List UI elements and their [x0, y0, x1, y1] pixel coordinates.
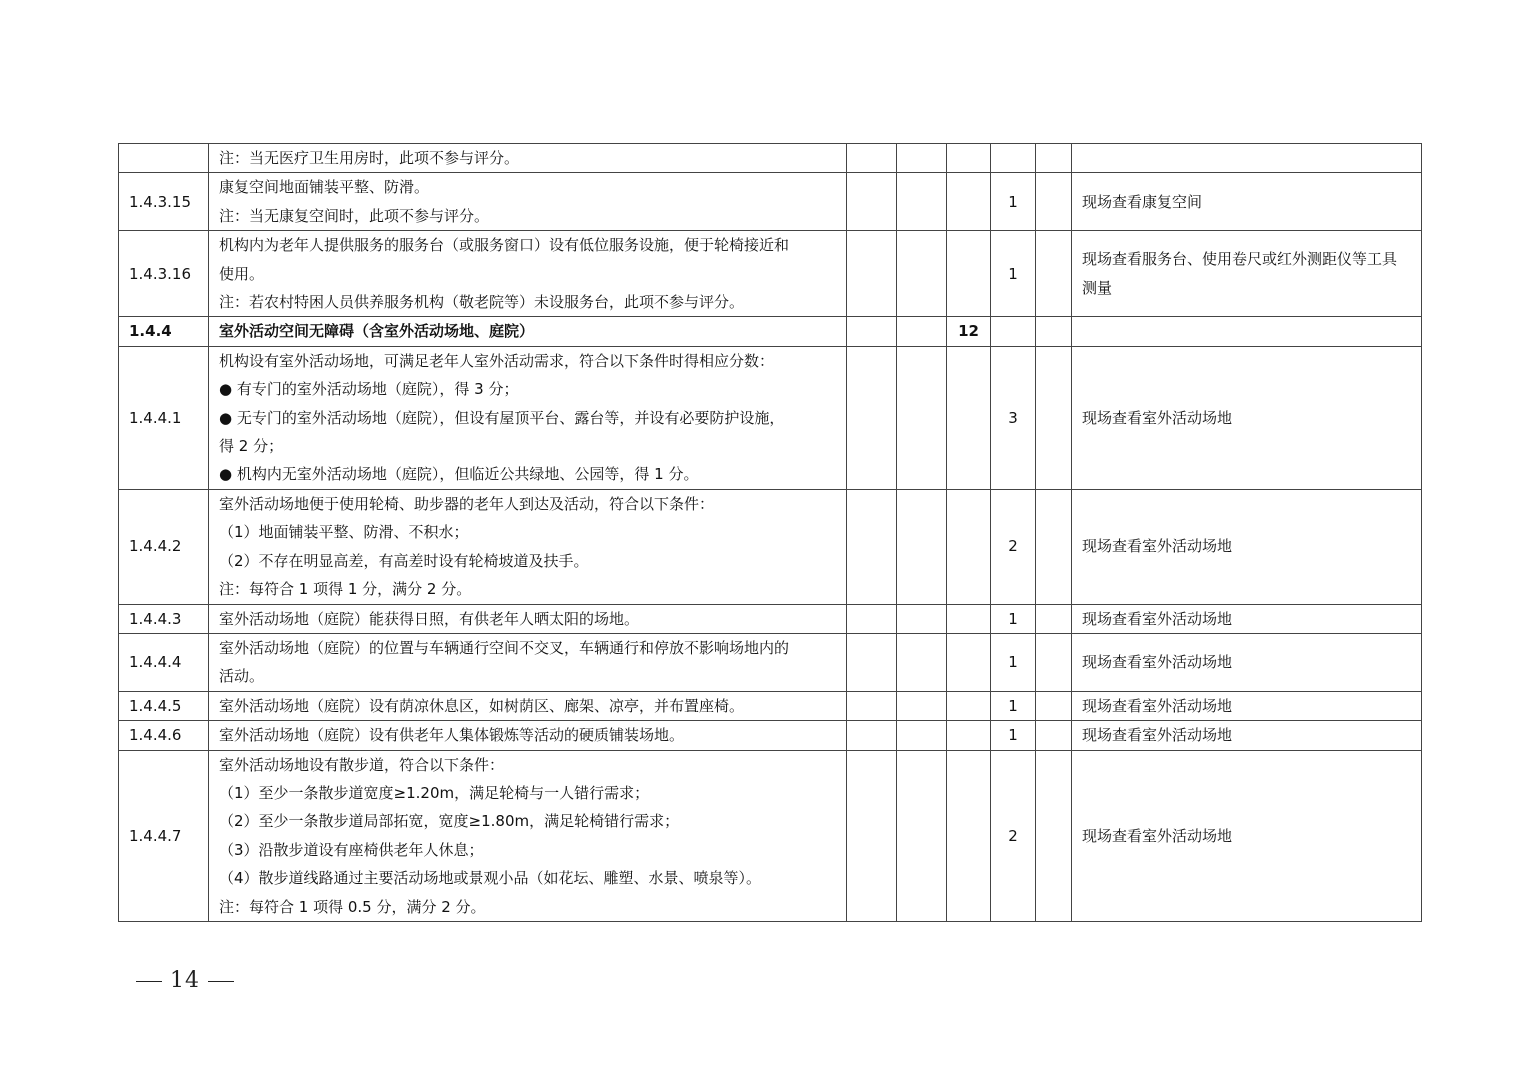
score-cell: 1	[991, 721, 1036, 750]
description-line: 活动。	[219, 667, 265, 686]
score-cell: 1	[991, 173, 1036, 231]
description-line: 室外活动空间无障碍（含室外活动场地、庭院）	[219, 322, 535, 341]
section-total-cell	[947, 721, 991, 750]
description-line: 室外活动场地设有散步道，符合以下条件：	[219, 755, 505, 774]
blank-column-2-cell	[897, 633, 947, 691]
blank-column-1-cell	[847, 144, 897, 173]
evaluation-method-cell: 现场查看室外活动场地	[1072, 750, 1422, 921]
blank-column-5-cell	[1036, 346, 1072, 489]
blank-column-5-cell	[1036, 633, 1072, 691]
description-line: 注：当无医疗卫生用房时，此项不参与评分。	[219, 149, 520, 167]
description-line: 室外活动场地（庭院）设有供老年人集体锻炼等活动的硬质铺装场地。	[219, 726, 685, 745]
blank-column-5-cell	[1036, 750, 1072, 921]
score-cell	[991, 144, 1036, 173]
evaluation-method-cell	[1072, 317, 1422, 346]
blank-column-5-cell	[1036, 317, 1072, 346]
blank-column-5-cell	[1036, 173, 1072, 231]
table-row	[119, 633, 1422, 691]
item-code-cell: 1.4.4.2	[119, 489, 209, 604]
item-code-cell: 1.4.4.7	[119, 750, 209, 921]
score-cell: 1	[991, 633, 1036, 691]
score-cell: 2	[991, 489, 1036, 604]
table-row	[119, 173, 1422, 231]
description-line: ● 机构内无室外活动场地（庭院），但临近公共绿地、公园等，得 1 分。	[219, 465, 699, 484]
item-code-cell: 1.4.4.5	[119, 691, 209, 720]
description-line: 注：当无康复空间时，此项不参与评分。	[219, 206, 490, 225]
table-row	[119, 144, 1422, 173]
table-row	[119, 489, 1422, 604]
description-line: （2）至少一条散步道局部拓宽，宽度≥1.80m，满足轮椅错行需求；	[219, 812, 680, 831]
description-line: 机构内为老年人提供服务的服务台（或服务窗口）设有低位服务设施，便于轮椅接近和	[219, 236, 790, 255]
description-line: 注：每符合 1 项得 1 分，满分 2 分。	[219, 580, 472, 599]
footer-dash-left	[136, 981, 162, 982]
description-line: 康复空间地面铺装平整、防滑。	[219, 178, 430, 197]
table-row	[119, 231, 1422, 317]
section-total-cell	[947, 489, 991, 604]
item-description-cell	[209, 750, 847, 921]
section-total-cell	[947, 750, 991, 921]
section-row	[119, 317, 1422, 346]
section-total-cell	[947, 691, 991, 720]
item-description-cell	[209, 144, 847, 173]
section-total-cell	[947, 173, 991, 231]
score-cell: 1	[991, 691, 1036, 720]
blank-column-2-cell	[897, 173, 947, 231]
item-description-cell	[209, 604, 847, 633]
evaluation-method-cell: 现场查看室外活动场地	[1072, 721, 1422, 750]
table-row	[119, 346, 1422, 489]
blank-column-2-cell	[897, 231, 947, 317]
description-line: （3）沿散步道设有座椅供老年人休息；	[219, 840, 484, 859]
item-code-cell: 1.4.4.4	[119, 633, 209, 691]
evaluation-method-cell: 现场查看室外活动场地	[1072, 633, 1422, 691]
item-description-cell	[209, 317, 847, 346]
item-description-cell	[209, 173, 847, 231]
section-total-cell	[947, 346, 991, 489]
blank-column-1-cell	[847, 489, 897, 604]
section-total-cell: 12	[947, 317, 991, 346]
blank-column-2-cell	[897, 144, 947, 173]
blank-column-5-cell	[1036, 604, 1072, 633]
item-description-cell	[209, 231, 847, 317]
description-line: 机构设有室外活动场地，可满足老年人室外活动需求，符合以下条件时得相应分数：	[219, 351, 775, 370]
evaluation-method-cell: 现场查看服务台、使用卷尺或红外测距仪等工具测量	[1072, 231, 1422, 317]
item-description-cell	[209, 633, 847, 691]
score-cell: 3	[991, 346, 1036, 489]
item-code-cell: 1.4.4.1	[119, 346, 209, 489]
description-line: 室外活动场地便于使用轮椅、助步器的老年人到达及活动，符合以下条件：	[219, 494, 715, 513]
description-line: （1）至少一条散步道宽度≥1.20m，满足轮椅与一人错行需求；	[219, 783, 650, 802]
section-total-cell	[947, 144, 991, 173]
table-row	[119, 750, 1422, 921]
blank-column-1-cell	[847, 721, 897, 750]
blank-column-1-cell	[847, 633, 897, 691]
item-description-cell	[209, 489, 847, 604]
table-body	[119, 144, 1422, 922]
page-footer	[128, 968, 242, 993]
description-line: 注：每符合 1 项得 0.5 分，满分 2 分。	[219, 897, 486, 916]
evaluation-method-cell: 现场查看康复空间	[1072, 173, 1422, 231]
blank-column-2-cell	[897, 691, 947, 720]
blank-column-5-cell	[1036, 721, 1072, 750]
blank-column-2-cell	[897, 317, 947, 346]
item-description-cell	[209, 721, 847, 750]
assessment-table-container	[118, 143, 1421, 922]
blank-column-1-cell	[847, 604, 897, 633]
item-code-cell	[119, 144, 209, 173]
description-line: 室外活动场地（庭院）能获得日照，有供老年人晒太阳的场地。	[219, 609, 640, 628]
score-cell: 2	[991, 750, 1036, 921]
blank-column-1-cell	[847, 346, 897, 489]
blank-column-2-cell	[897, 489, 947, 604]
item-code-cell: 1.4.4.3	[119, 604, 209, 633]
evaluation-method-cell	[1072, 144, 1422, 173]
description-line: 使用。	[219, 264, 265, 283]
footer-dash-right	[208, 981, 234, 982]
blank-column-2-cell	[897, 604, 947, 633]
blank-column-1-cell	[847, 317, 897, 346]
blank-column-5-cell	[1036, 144, 1072, 173]
description-line: （2）不存在明显高差，有高差时设有轮椅坡道及扶手。	[219, 551, 589, 570]
blank-column-5-cell	[1036, 489, 1072, 604]
blank-column-5-cell	[1036, 231, 1072, 317]
evaluation-method-cell: 现场查看室外活动场地	[1072, 691, 1422, 720]
item-code-cell: 1.4.3.16	[119, 231, 209, 317]
description-line: 室外活动场地（庭院）的位置与车辆通行空间不交叉，车辆通行和停放不影响场地内的	[219, 638, 790, 657]
blank-column-2-cell	[897, 721, 947, 750]
blank-column-5-cell	[1036, 691, 1072, 720]
item-description-cell	[209, 346, 847, 489]
item-description-cell	[209, 691, 847, 720]
description-line: 注：若农村特困人员供养服务机构（敬老院等）未设服务台，此项不参与评分。	[219, 293, 745, 312]
score-cell	[991, 317, 1036, 346]
assessment-table	[118, 143, 1422, 922]
blank-column-1-cell	[847, 691, 897, 720]
score-cell: 1	[991, 604, 1036, 633]
blank-column-2-cell	[897, 346, 947, 489]
section-total-cell	[947, 633, 991, 691]
item-code-cell: 1.4.4.6	[119, 721, 209, 750]
description-line: 得 2 分；	[219, 437, 284, 456]
table-row	[119, 604, 1422, 633]
page-number: 14	[170, 968, 200, 993]
item-code-cell: 1.4.4	[119, 317, 209, 346]
description-line: ● 无专门的室外活动场地（庭院），但设有屋顶平台、露台等，并设有必要防护设施，	[219, 408, 785, 427]
score-cell: 1	[991, 231, 1036, 317]
evaluation-method-cell: 现场查看室外活动场地	[1072, 346, 1422, 489]
description-line: （4）散步道线路通过主要活动场地或景观小品（如花坛、雕塑、水景、喷泉等）。	[219, 869, 762, 888]
table-row	[119, 721, 1422, 750]
description-line: ● 有专门的室外活动场地（庭院），得 3 分；	[219, 380, 519, 399]
blank-column-1-cell	[847, 231, 897, 317]
section-total-cell	[947, 604, 991, 633]
blank-column-1-cell	[847, 173, 897, 231]
item-code-cell: 1.4.3.15	[119, 173, 209, 231]
evaluation-method-cell: 现场查看室外活动场地	[1072, 604, 1422, 633]
blank-column-1-cell	[847, 750, 897, 921]
description-line: 室外活动场地（庭院）设有荫凉休息区，如树荫区、廊架、凉亭，并布置座椅。	[219, 696, 745, 715]
table-row	[119, 691, 1422, 720]
description-line: （1）地面铺装平整、防滑、不积水；	[219, 523, 469, 542]
blank-column-2-cell	[897, 750, 947, 921]
section-total-cell	[947, 231, 991, 317]
evaluation-method-cell: 现场查看室外活动场地	[1072, 489, 1422, 604]
